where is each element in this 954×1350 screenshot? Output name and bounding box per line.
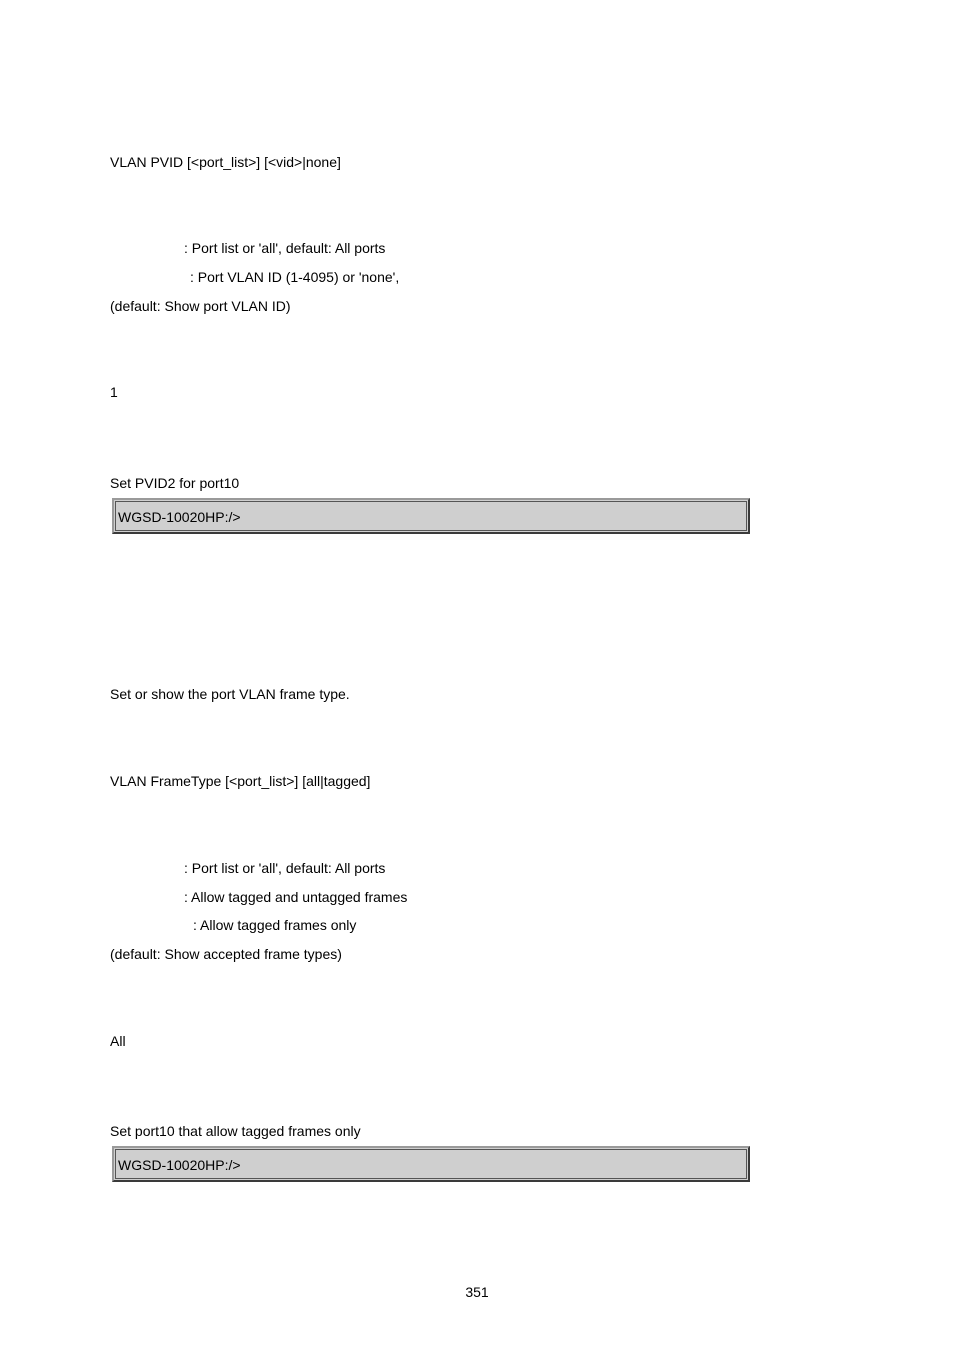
- page-number: 351: [465, 1284, 489, 1300]
- pvid-example-desc: Set PVID2 for port10: [110, 475, 240, 491]
- pvid-example-box: [112, 498, 750, 534]
- frametype-param-port-list: : Port list or 'all', default: All ports: [184, 860, 386, 876]
- pvid-example-prompt: WGSD-10020HP:/>: [118, 509, 241, 525]
- frametype-description: Set or show the port VLAN frame type.: [110, 686, 350, 702]
- pvid-syntax: VLAN PVID [<port_list>] [<vid>|none]: [110, 154, 341, 170]
- frametype-syntax: VLAN FrameType [<port_list>] [all|tagged]: [110, 773, 371, 789]
- pvid-param-port-list: : Port list or 'all', default: All ports: [184, 240, 386, 256]
- frametype-param-all: : Allow tagged and untagged frames: [184, 889, 408, 905]
- frametype-example-box: [112, 1146, 750, 1182]
- pvid-param-vid: : Port VLAN ID (1-4095) or 'none',: [190, 269, 400, 285]
- frametype-example-desc: Set port10 that allow tagged frames only: [110, 1123, 361, 1139]
- frametype-default-value: All: [110, 1033, 126, 1049]
- frametype-example-prompt: WGSD-10020HP:/>: [118, 1157, 241, 1173]
- frametype-param-default: (default: Show accepted frame types): [110, 946, 342, 962]
- frametype-param-tagged: : Allow tagged frames only: [193, 917, 357, 933]
- pvid-param-default: (default: Show port VLAN ID): [110, 298, 291, 314]
- pvid-default-value: 1: [110, 384, 118, 400]
